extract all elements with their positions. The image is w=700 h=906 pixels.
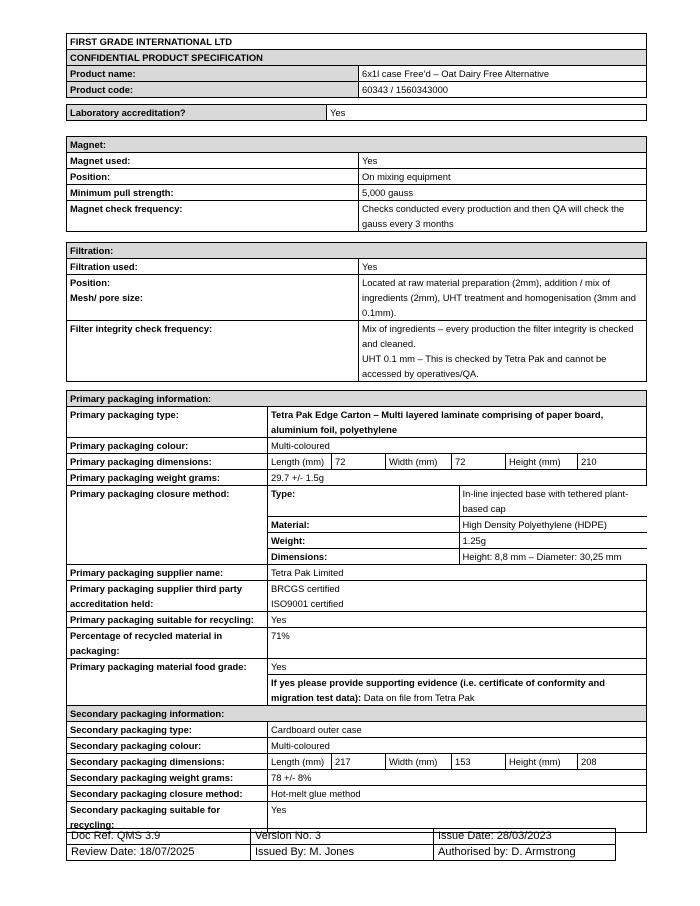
secondary-height-value: 208 — [578, 754, 647, 770]
product-name-value: 6x1l case Free’d – Oat Dairy Free Alternative — [359, 66, 647, 82]
supplier-value: Tetra Pak Limited — [268, 565, 647, 581]
primary-colour-value: Multi-coloured — [268, 438, 647, 454]
recycled-pct-value: 71% — [268, 628, 647, 659]
authorised-by: Authorised by: D. Armstrong — [434, 845, 616, 861]
filter-integrity-label: Filter integrity check frequency: — [67, 321, 359, 382]
secondary-colour-value: Multi-coloured — [268, 738, 647, 754]
lab-table — [66, 104, 647, 121]
accreditation-brcgs: BRCGS certified — [271, 583, 340, 594]
lab-label: Laboratory accreditation? — [67, 105, 327, 121]
lab-value: Yes — [327, 105, 647, 121]
filtration-position-label — [67, 275, 359, 321]
magnet-table — [66, 136, 647, 232]
evidence-cell — [268, 675, 647, 706]
primary-height-label: Height (mm) — [506, 454, 578, 470]
primary-recycle-label: Primary packaging suitable for recycling: — [67, 612, 268, 628]
food-grade-label: Primary packaging material food grade: — [67, 659, 268, 706]
primary-width-value: 72 — [452, 454, 506, 470]
magnet-pull-label: Minimum pull strength: — [67, 185, 359, 201]
magnet-position-value: On mixing equipment — [359, 169, 647, 185]
primary-weight-label: Primary packaging weight grams: — [67, 470, 268, 486]
primary-length-label: Length (mm) — [268, 454, 332, 470]
accreditation-label: Primary packaging supplier third party accreditation held: — [67, 581, 268, 612]
closure-type-value: In-line injected base with tethered plant-based cap — [459, 486, 647, 517]
closure-weight-label: Weight: — [268, 533, 459, 549]
evidence-answer: Data on file from Tetra Pak — [361, 692, 475, 703]
version: Version No. 3 — [251, 829, 434, 845]
filtration-used-value: Yes — [359, 259, 647, 275]
recycled-pct-label: Percentage of recycled material in packaging: — [67, 628, 268, 659]
secondary-width-label: Width (mm) — [386, 754, 452, 770]
primary-type-label: Primary packaging type: — [67, 407, 268, 438]
closure-type-label: Type: — [268, 486, 459, 517]
primary-weight-value: 29.7 +/- 1.5g — [268, 470, 647, 486]
closure-material-value: High Density Polyethylene (HDPE) — [459, 517, 647, 533]
closure-dims-label: Dimensions: — [268, 549, 459, 565]
magnet-position-label: Position: — [67, 169, 359, 185]
magnet-frequency-label: Magnet check frequency: — [67, 201, 359, 232]
mesh-size-label: Mesh/ pore size: — [70, 292, 143, 303]
company-name: FIRST GRADE INTERNATIONAL LTD — [67, 34, 647, 50]
primary-width-label: Width (mm) — [386, 454, 452, 470]
primary-closure-label: Primary packaging closure method: — [67, 486, 268, 565]
magnet-pull-value: 5,000 gauss — [359, 185, 647, 201]
food-grade-value: Yes — [268, 659, 647, 675]
footer-table — [66, 828, 616, 861]
filtration-used-label: Filtration used: — [67, 259, 359, 275]
primary-type-value: Tetra Pak Edge Carton – Multi layered laminate comprising of paper board, aluminium foil, polyethylene — [268, 407, 647, 438]
product-code-label: Product code: — [67, 82, 359, 98]
accreditation-value — [268, 581, 647, 612]
supplier-label: Primary packaging supplier name: — [67, 565, 268, 581]
doc-ref: Doc Ref. QMS 3.9 — [67, 829, 251, 845]
issued-by: Issued By: M. Jones — [251, 845, 434, 861]
primary-dims-label: Primary packaging dimensions: — [67, 454, 268, 470]
secondary-width-value: 153 — [452, 754, 506, 770]
filter-integrity-value — [359, 321, 647, 382]
primary-title: Primary packaging information: — [67, 391, 647, 407]
primary-closure-block — [268, 486, 647, 565]
header-table — [66, 33, 647, 98]
secondary-type-label: Secondary packaging type: — [67, 722, 268, 738]
secondary-type-value: Cardboard outer case — [268, 722, 647, 738]
magnet-used-value: Yes — [359, 153, 647, 169]
issue-date: Issue Date: 28/03/2023 — [434, 829, 616, 845]
evidence-question: If yes please provide supporting evidence (i.e. certificate of conformity and migration test data): — [271, 677, 605, 703]
secondary-closure-value: Hot-melt glue method — [268, 786, 647, 802]
closure-material-label: Material: — [268, 517, 459, 533]
secondary-length-label: Length (mm) — [268, 754, 332, 770]
product-name-label: Product name: — [67, 66, 359, 82]
filter-integrity-text-1: Mix of ingredients – every production the filter integrity is checked and cleaned. — [362, 323, 634, 349]
product-code-value: 60343 / 1560343000 — [359, 82, 647, 98]
accreditation-iso: ISO9001 certified — [271, 598, 344, 609]
secondary-length-value: 217 — [332, 754, 386, 770]
secondary-packaging-table — [66, 705, 647, 833]
magnet-used-label: Magnet used: — [67, 153, 359, 169]
doc-type: CONFIDENTIAL PRODUCT SPECIFICATION — [67, 50, 647, 66]
closure-subtable — [268, 486, 647, 564]
secondary-closure-label: Secondary packaging closure method: — [67, 786, 268, 802]
magnet-frequency-value: Checks conducted every production and then QA will check the gauss every 3 months — [359, 201, 647, 232]
primary-colour-label: Primary packaging colour: — [67, 438, 268, 454]
filtration-title: Filtration: — [67, 243, 647, 259]
closure-dims-value: Height: 8,8 mm – Diameter: 30,25 mm — [459, 549, 647, 565]
secondary-height-label: Height (mm) — [506, 754, 578, 770]
closure-weight-value: 1.25g — [459, 533, 647, 549]
filtration-table — [66, 242, 647, 382]
filtration-position-value: Located at raw material preparation (2mm), addition / mix of ingredients (2mm), UHT treatment and homogenisation (3mm and 0.1mm). — [359, 275, 647, 321]
filter-integrity-text-2: UHT 0.1 mm – This is checked by Tetra Pak and cannot be accessed by operatives/QA. — [362, 353, 607, 379]
secondary-recycle-value: Yes — [268, 802, 647, 833]
primary-height-value: 210 — [578, 454, 647, 470]
secondary-recycle-label: Secondary packaging suitable for recycling: — [67, 802, 268, 833]
secondary-weight-value: 78 +/- 8% — [268, 770, 647, 786]
magnet-title: Magnet: — [67, 137, 647, 153]
secondary-colour-label: Secondary packaging colour: — [67, 738, 268, 754]
secondary-title: Secondary packaging information: — [67, 706, 647, 722]
filtration-position-label-text: Position: — [70, 277, 111, 288]
primary-packaging-table — [66, 390, 647, 706]
primary-recycle-value: Yes — [268, 612, 647, 628]
review-date: Review Date: 18/07/2025 — [67, 845, 251, 861]
secondary-dims-label: Secondary packaging dimensions: — [67, 754, 268, 770]
secondary-weight-label: Secondary packaging weight grams: — [67, 770, 268, 786]
primary-length-value: 72 — [332, 454, 386, 470]
